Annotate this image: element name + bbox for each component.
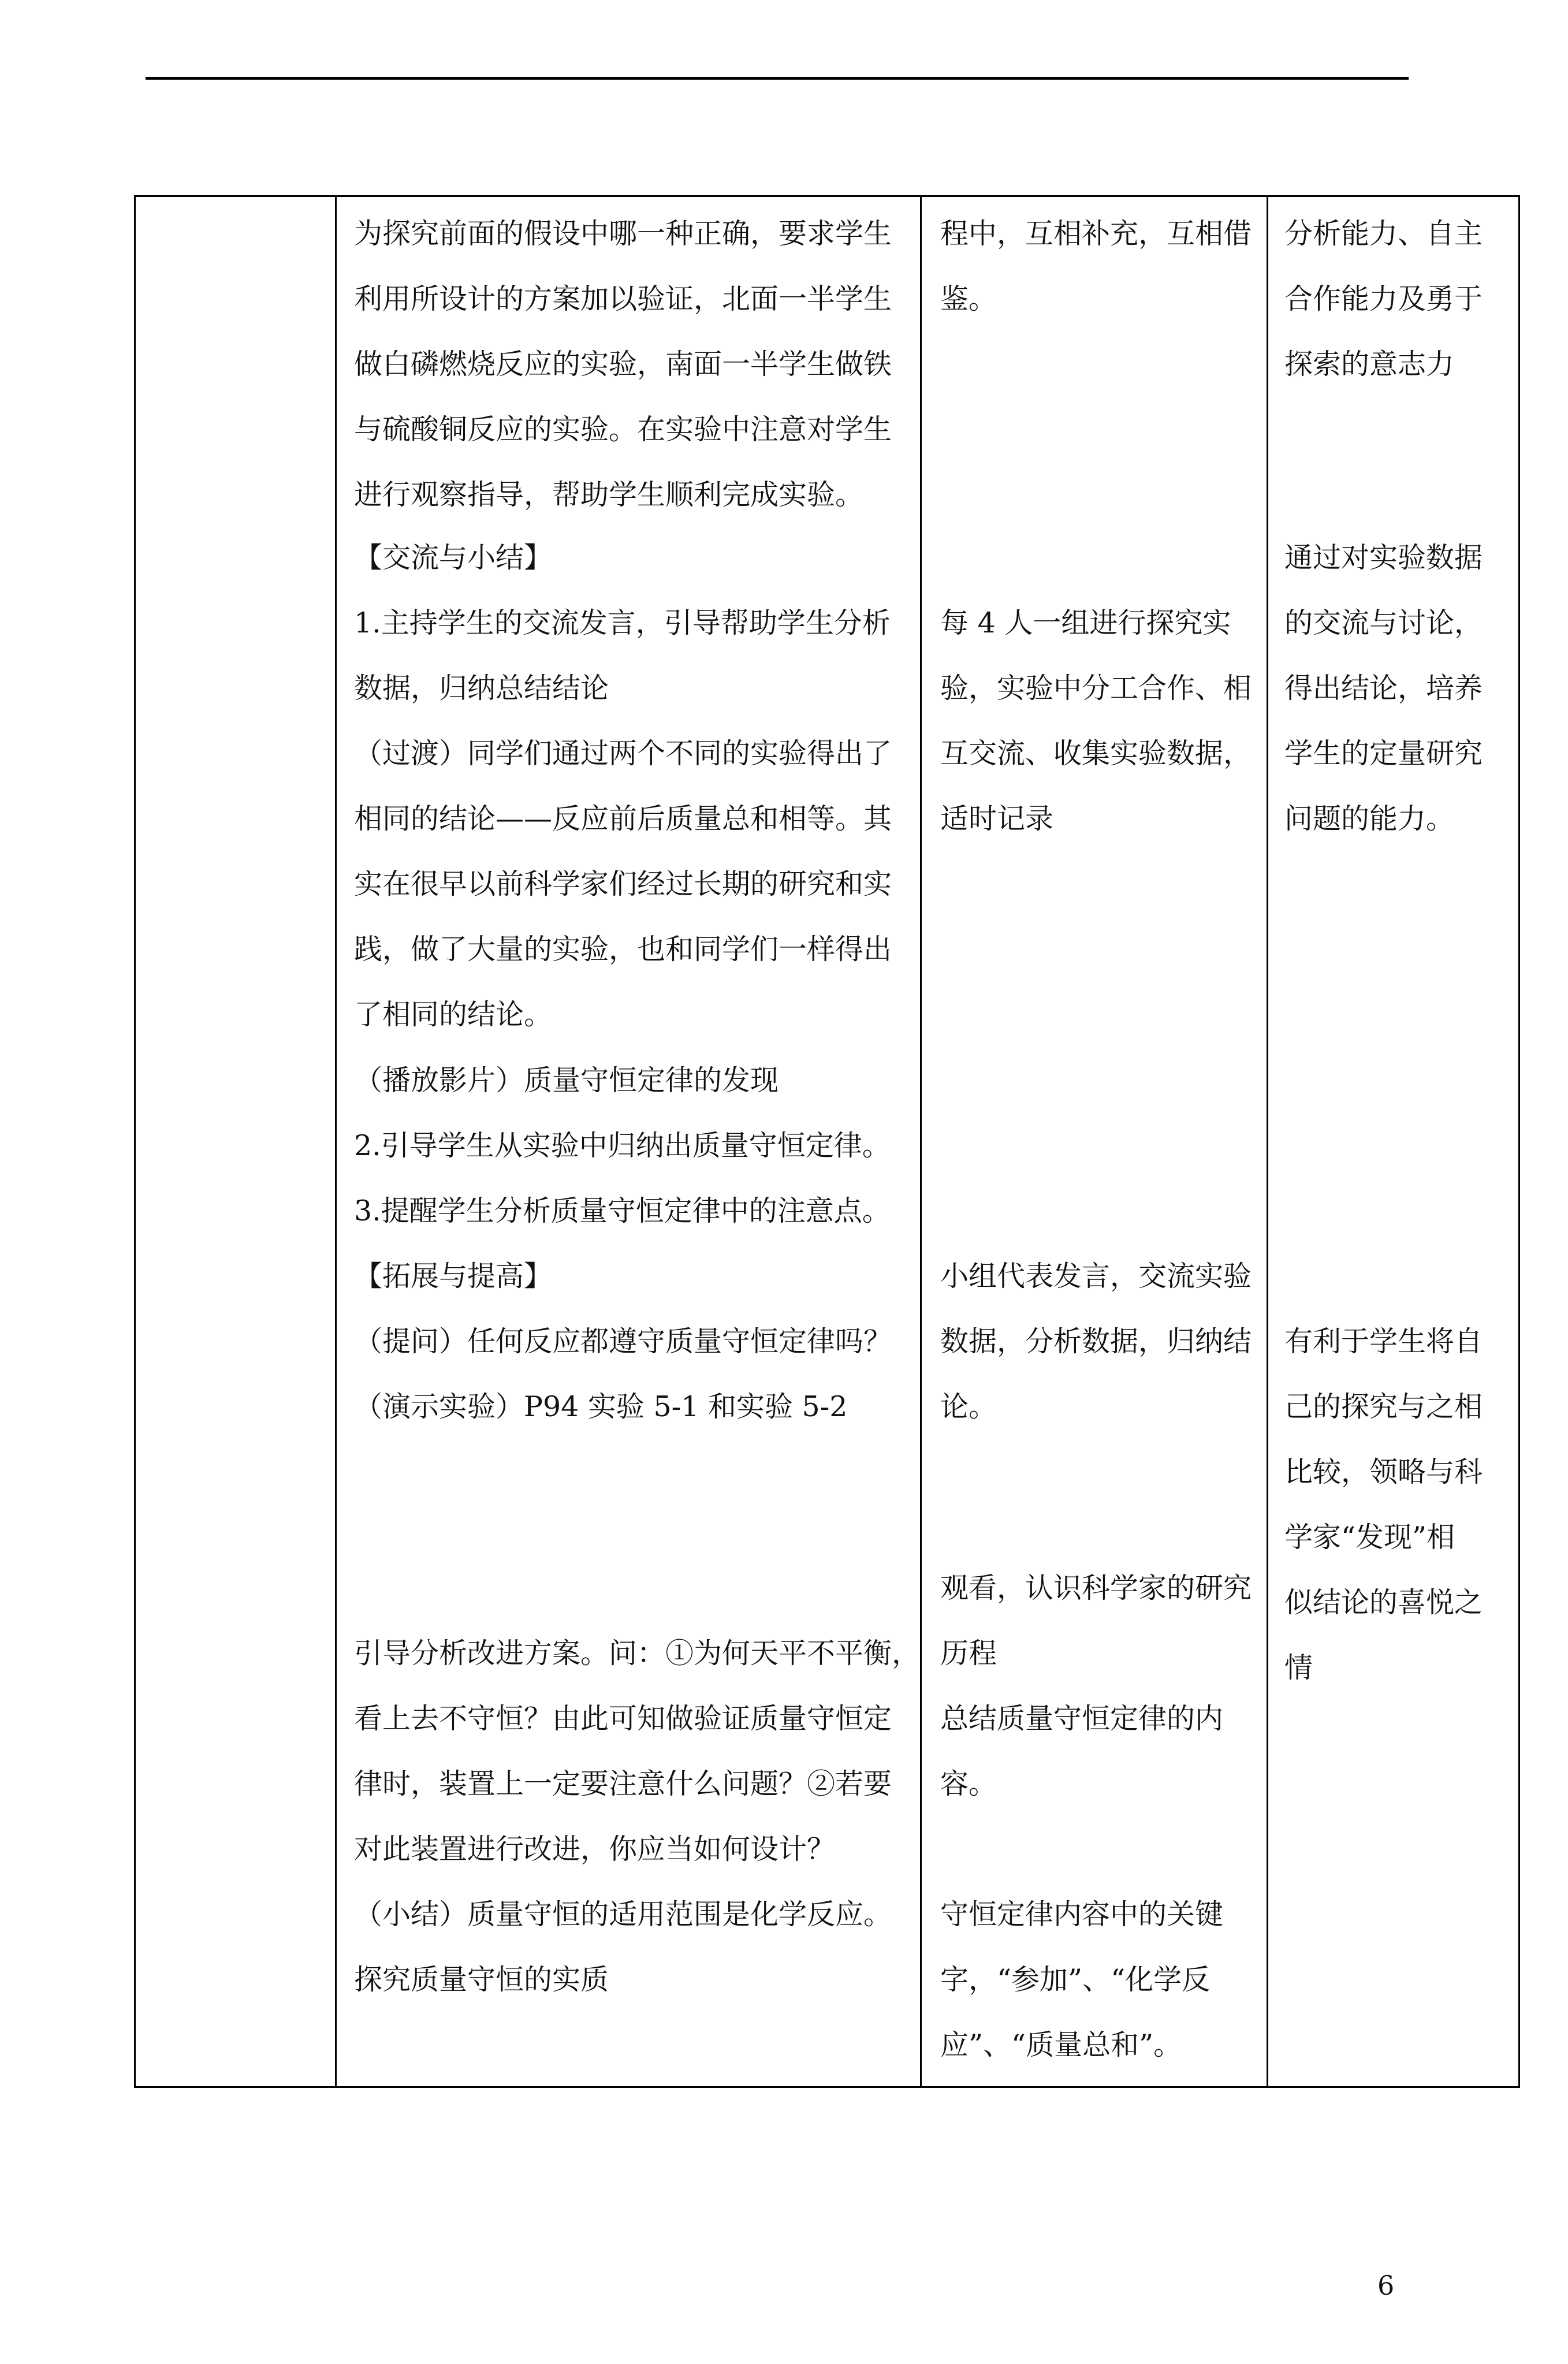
text-line: 有利于学生将自 [1284,1325,1483,1358]
text-line: 论。 [940,1390,997,1423]
text-line: 律时，装置上一定要注意什么问题？②若要 [354,1767,892,1800]
cell-teacher-activity [337,197,920,2086]
text-line: 数据，分析数据，归纳结 [940,1325,1252,1358]
text-line: 与硫酸铜反应的实验。在实验中注意对学生 [354,413,892,446]
text-line: 为探究前面的假设中哪一种正确，要求学生 [354,217,892,250]
text-line: 了相同的结论。 [354,998,553,1031]
text-line: 观看，认识科学家的研究 [940,1572,1252,1604]
text-line: 程中，互相补充，互相借 [940,217,1252,250]
text-line: 探索的意志力 [1284,348,1455,381]
text-line: 1.主持学生的交流发言，引导帮助学生分析 [354,606,891,639]
text-line: 【拓展与提高】 [354,1260,553,1293]
text-line: 利用所设计的方案加以验证，北面一半学生 [354,282,892,315]
text-line: 探究质量守恒的实质 [354,1963,609,1996]
cell-student-activity [922,197,1267,2086]
text-line: 实在很早以前科学家们经过长期的研究和实 [354,868,892,900]
text-line: 守恒定律内容中的关键 [940,1898,1224,1931]
cell-design-intent [1268,197,1520,2086]
text-line: 鉴。 [940,282,997,315]
text-line: 应”、“质量总和”。 [940,2028,1182,2061]
cell-stage [136,197,335,2086]
text-line: 2.引导学生从实验中归纳出质量守恒定律。 [354,1129,891,1162]
text-line: 学家“发现”相 [1284,1521,1455,1554]
text-line: 进行观察指导，帮助学生顺利完成实验。 [354,478,864,511]
text-line: 问题的能力。 [1284,802,1455,835]
text-line: 合作能力及勇于 [1284,282,1483,315]
text-line: 得出结论，培养 [1284,672,1483,705]
text-line: 看上去不守恒？由此可知做验证质量守恒定 [354,1702,892,1735]
text-line: 学生的定量研究 [1284,737,1483,770]
text-line: 验，实验中分工合作、相 [940,672,1252,705]
text-line: （提问）任何反应都遵守质量守恒定律吗？ [354,1325,892,1358]
text-line: 通过对实验数据 [1284,541,1483,574]
text-line: 每 4 人一组进行探究实 [940,606,1231,639]
text-line: （演示实验）P94 实验 5-1 和实验 5-2 [354,1390,848,1423]
text-line: 总结质量守恒定律的内 [940,1702,1224,1735]
text-line: 对此装置进行改进，你应当如何设计？ [354,1833,836,1866]
text-line: 做白磷燃烧反应的实验，南面一半学生做铁 [354,348,892,381]
text-line: 【交流与小结】 [354,541,553,574]
text-line: 数据，归纳总结结论 [354,672,609,705]
text-line: 分析能力、自主 [1284,217,1483,250]
text-line: 3.提醒学生分析质量守恒定律中的注意点。 [354,1194,891,1227]
text-line: 互交流、收集实验数据， [940,737,1252,770]
text-line: 比较，领略与科 [1284,1455,1483,1488]
text-line: 历程 [940,1637,997,1670]
text-line: 字，“参加”、“化学反 [940,1963,1211,1996]
text-line: 适时记录 [940,802,1054,835]
text-line: （播放影片）质量守恒定律的发现 [354,1064,779,1097]
lesson-table [134,195,1520,2088]
text-line: 相同的结论——反应前后质量总和相等。其 [354,802,892,835]
header-rule [146,77,1409,80]
text-line: 容。 [940,1767,997,1800]
text-line: 践，做了大量的实验，也和同学们一样得出 [354,933,892,966]
text-line: 情 [1284,1651,1313,1684]
text-line: 己的探究与之相 [1284,1390,1483,1423]
text-line: （过渡）同学们通过两个不同的实验得出了 [354,737,892,770]
text-line: 引导分析改进方案。问：①为何天平不平衡， [354,1637,921,1670]
text-line: 的交流与讨论， [1284,606,1483,639]
text-line: （小结）质量守恒的适用范围是化学反应。 [354,1898,892,1931]
text-line: 似结论的喜悦之 [1284,1586,1483,1619]
page-number: 6 [1377,2270,1395,2301]
text-line: 小组代表发言，交流实验 [940,1260,1252,1293]
